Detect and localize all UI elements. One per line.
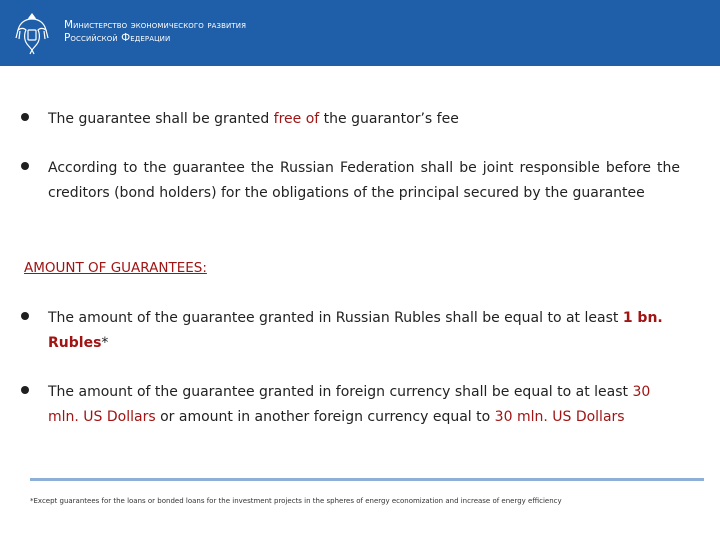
bullet-dot [21,162,29,170]
text-run: or amount in another foreign currency equal to [155,409,495,425]
bullet-dot [21,386,29,394]
bullet-amount-rubles [48,306,680,356]
ministry-name-line2: Российской Федерации [64,32,171,44]
section-title: AMOUNT OF GUARANTEES: [24,260,207,276]
text-run: the guarantor’s fee [319,111,459,127]
bullet-text [48,306,680,356]
text-run-highlight: 30 [632,384,651,400]
text-run-highlight: mln. US Dollars [48,409,156,425]
bullet-text: According to the guarantee the Russian Federation shall be joint responsible before the creditors (bond holders) for the obligations of the principal secured by the guarantee [48,160,680,201]
text-run-highlight: mln. US Dollars [516,409,625,425]
ministry-name-line1: Министерство экономического развития [64,19,247,31]
bullet-text [48,107,680,132]
bullet-amount-foreign [48,380,680,430]
bullet-dot [21,312,29,320]
text-run: The amount of the guarantee granted in Russian Rubles shall be equal to at least [48,310,623,326]
ministry-name [64,19,246,45]
bullet-free-of-fee [48,107,680,132]
bullet-text [48,380,680,430]
footnote: *Except guarantees for the loans or bonded loans for the investment projects in the spheres of energy economization and increase of energy efficiency [30,497,562,505]
text-run: The amount of the guarantee granted in foreign currency shall be equal to at least [48,384,633,400]
text-run-highlight: 30 [494,409,513,425]
text-run-highlight: 1 bn. Rubles [48,310,663,351]
bullet-dot [21,113,29,121]
text-run: * [101,335,109,351]
text-run: The guarantee shall be granted [48,111,274,127]
bullet-joint-responsible [48,156,680,206]
text-run-highlight: free of [273,111,320,127]
header-bar [0,0,720,66]
footer-divider [30,478,704,481]
coat-of-arms-icon [14,10,50,56]
